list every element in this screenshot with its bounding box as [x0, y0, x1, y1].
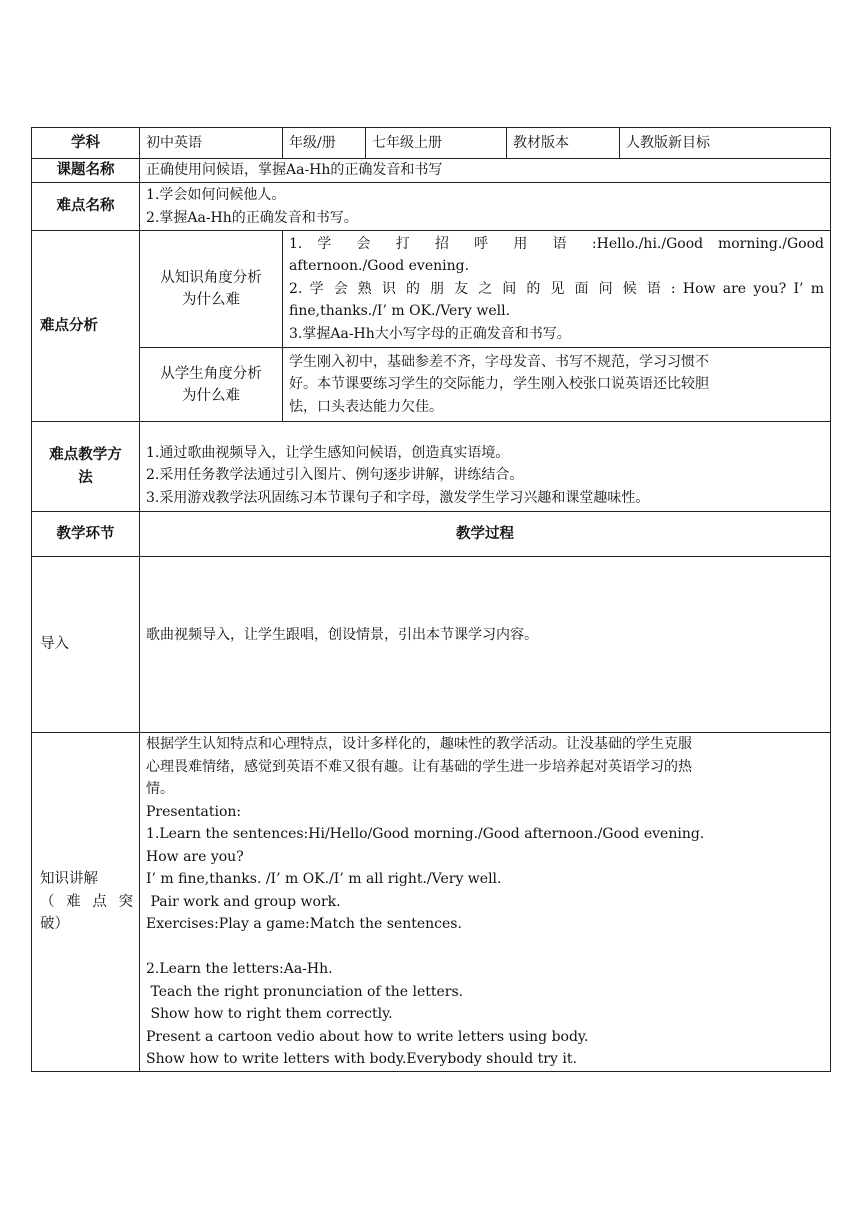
- lecture-line: Pair work and group work.: [146, 893, 341, 910]
- row-process-header: [32, 512, 831, 557]
- row-difficulty: [32, 183, 831, 231]
- lecture-line: I’ m fine,thanks. /I’ m OK./I’ m all right./Very well.: [146, 871, 502, 887]
- method-line: 1.通过歌曲视频导入，让学生感知问候语，创造真实语境。: [146, 444, 510, 461]
- grade-value: 七年级上册: [366, 128, 507, 159]
- lecture-line: 根据学生认知特点和心理特点，设计多样化的，趣味性的教学活动。让没基础的学生克服: [146, 736, 692, 752]
- method-text: [140, 422, 831, 512]
- intro-label: 导入: [32, 557, 140, 733]
- knowledge-line: fine,thanks./I’ m OK./Very well.: [289, 303, 511, 320]
- row-topic: [32, 159, 831, 183]
- topic-label: 课题名称: [32, 159, 140, 183]
- lecture-line: Present a cartoon vedio about how to write letters using body.: [146, 1028, 589, 1045]
- intro-text: 歌曲视频导入，让学生跟唱，创设情景，引出本节课学习内容。: [140, 557, 831, 733]
- teaching-process-title: 教学过程: [140, 512, 831, 557]
- row-analysis-knowledge: [32, 231, 831, 348]
- lecture-line: How are you?: [146, 848, 244, 865]
- row-method: [32, 422, 831, 512]
- difficulty-lines: [140, 183, 831, 231]
- knowledge-angle-label: 从知识角度分析 为什么难: [140, 231, 283, 348]
- student-line: 怯，口头表达能力欠佳。: [289, 398, 443, 415]
- grade-label: 年级/册: [283, 128, 366, 159]
- edition-label: 教材版本: [507, 128, 620, 159]
- edition-value: 人教版新目标: [620, 128, 831, 159]
- lecture-text: [140, 733, 831, 1072]
- lecture-line: Presentation:: [146, 803, 242, 820]
- row-analysis-student: [32, 348, 831, 422]
- lecture-line: Show how to right them correctly.: [146, 1006, 393, 1022]
- row-subject: [32, 128, 831, 159]
- knowledge-line: 3.掌握Aa-Hh大小写字母的正确发音和书写。: [289, 325, 571, 342]
- lecture-line: Show how to write letters with body.Everybody should try it.: [146, 1051, 577, 1067]
- difficulty-label: 难点名称: [32, 183, 140, 231]
- teaching-step-label: 教学环节: [32, 512, 140, 557]
- student-line: 好。本节课要练习学生的交际能力，学生刚入校张口说英语还比较胆: [289, 376, 709, 393]
- analysis-label: 难点分析: [32, 231, 140, 422]
- lecture-line: Exercises:Play a game:Match the sentences.: [146, 916, 462, 932]
- method-line: 3.采用游戏教学法巩固练习本节课句子和字母，激发学生学习兴趣和课堂趣味性。: [146, 489, 650, 506]
- knowledge-line: 1. 学 会 打 招 呼 用 语 :Hello./hi./Good morning./Good: [289, 235, 824, 252]
- subject-value: 初中英语: [140, 128, 283, 159]
- knowledge-analysis-text: [283, 231, 831, 348]
- student-line: 学生刚入初中，基础参差不齐，字母发音、书写不规范，学习习惯不: [289, 353, 709, 370]
- subject-label: 学科: [32, 128, 140, 159]
- lecture-label: 知识讲解 （ 难 点 突 破）: [32, 733, 140, 1072]
- difficulty-line: 2.掌握Aa-Hh的正确发音和书写。: [146, 209, 358, 226]
- lesson-plan-table: [31, 127, 831, 1072]
- lecture-blank-line: [146, 936, 824, 959]
- knowledge-line: afternoon./Good evening.: [289, 258, 470, 275]
- method-label: 难点教学方 法: [32, 422, 140, 512]
- method-line: 2.采用任务教学法通过引入图片、例句逐步讲解，讲练结合。: [146, 467, 524, 483]
- topic-value: 正确使用问候语，掌握Aa-Hh的正确发音和书写: [140, 159, 831, 183]
- row-intro: [32, 557, 831, 733]
- row-lecture: [32, 733, 831, 1072]
- lecture-line: 1.Learn the sentences:Hi/Hello/Good morning./Good afternoon./Good evening.: [146, 826, 705, 842]
- lecture-line: Teach the right pronunciation of the letters.: [146, 983, 464, 1000]
- student-angle-label: 从学生角度分析 为什么难: [140, 348, 283, 422]
- knowledge-line: 2. 学 会 熟 识 的 朋 友 之 间 的 见 面 问 候 语 : How are you? I’ m: [289, 280, 824, 297]
- difficulty-line: 1.学会如何问候他人。: [146, 187, 286, 203]
- lecture-line: 2.Learn the letters:Aa-Hh.: [146, 961, 333, 977]
- lecture-line: 心理畏难情绪，感觉到英语不难又很有趣。让有基础的学生进一步培养起对英语学习的热: [146, 758, 692, 775]
- lecture-line: 情。: [146, 781, 174, 797]
- student-analysis-text: [283, 348, 831, 422]
